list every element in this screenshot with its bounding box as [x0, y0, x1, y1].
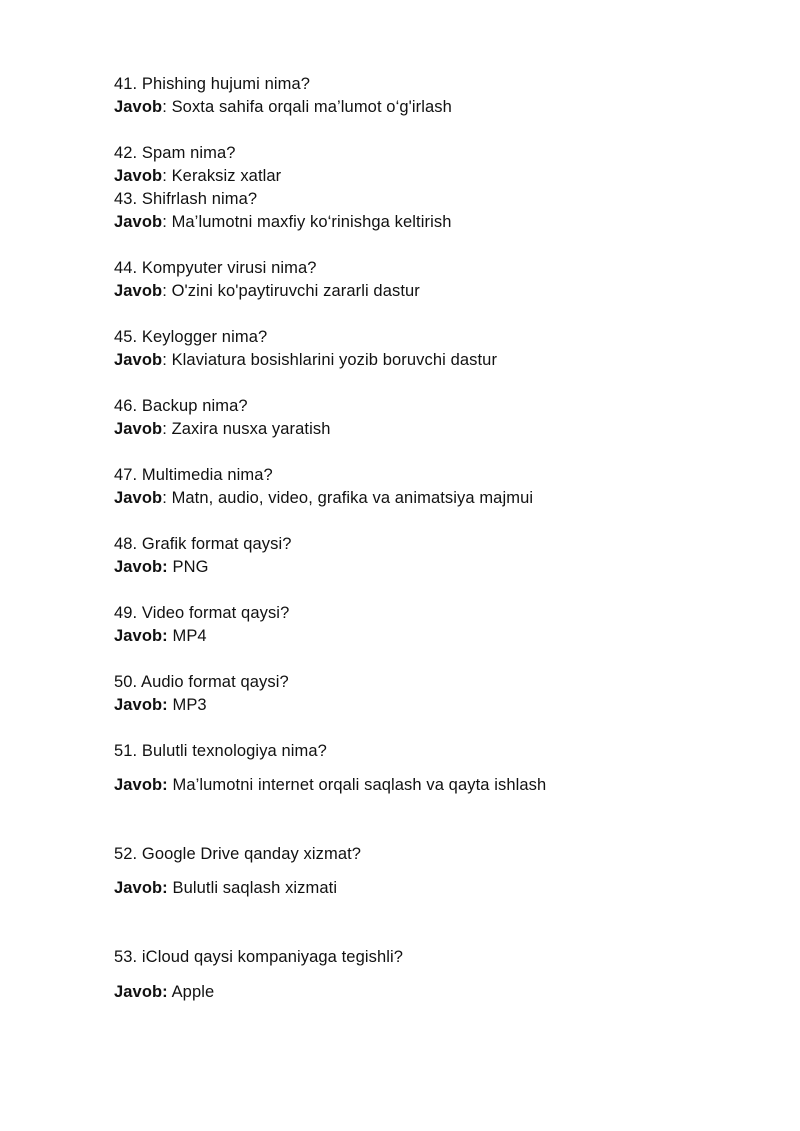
answer-text: Klaviatura bosishlarini yozib boruvchi dastur: [171, 351, 498, 369]
answer-separator: :: [162, 167, 172, 185]
question-42: 42. Spam nima?: [114, 144, 236, 162]
answer-label: Javob:: [114, 627, 168, 645]
question-50: 50. Audio format qaysi?: [114, 673, 289, 691]
answer-text: Zaxira nusxa yaratish: [171, 420, 331, 438]
answer-52: [114, 878, 337, 898]
answer-label: Javob:: [114, 558, 168, 576]
answer-label: Javob: [114, 167, 163, 185]
question-52: 52. Google Drive qanday xizmat?: [114, 845, 362, 863]
answer-text: PNG: [172, 558, 209, 576]
answer-separator: :: [162, 282, 172, 300]
answer-46: [114, 419, 330, 439]
question-45: 45. Keylogger nima?: [114, 328, 268, 346]
answer-51: [114, 775, 546, 795]
answer-text: O'zini ko'paytiruvchi zararli dastur: [171, 282, 420, 300]
question-51: 51. Bulutli texnologiya nima?: [114, 742, 327, 760]
answer-label: Javob:: [114, 983, 168, 1001]
answer-label: Javob: [114, 282, 163, 300]
question-44: 44. Kompyuter virusi nima?: [114, 259, 317, 277]
answer-separator: :: [162, 351, 172, 369]
question-47: 47. Multimedia nima?: [114, 466, 273, 484]
answer-45: [114, 350, 497, 370]
answer-42: [114, 166, 281, 186]
answer-text: Soxta sahifa orqali ma’lumot o‘g'irlash: [171, 98, 452, 116]
answer-text: Ma’lumotni maxfiy ko‘rinishga keltirish: [171, 213, 452, 231]
answer-label: Javob:: [114, 696, 168, 714]
answer-text: Bulutli saqlash xizmati: [172, 879, 338, 897]
answer-label: Javob: [114, 351, 163, 369]
answer-label: Javob:: [114, 776, 168, 794]
question-46: 46. Backup nima?: [114, 397, 248, 415]
answer-48: [114, 557, 209, 577]
answer-separator: :: [162, 420, 172, 438]
question-41: 41. Phishing hujumi nima?: [114, 75, 311, 93]
answer-label: Javob: [114, 98, 163, 116]
answer-text: Apple: [171, 983, 215, 1001]
answer-41: [114, 97, 452, 117]
answer-53: [114, 982, 214, 1002]
answer-separator: :: [162, 98, 172, 116]
answer-50: [114, 695, 207, 715]
answer-label: Javob: [114, 213, 163, 231]
answer-text: Keraksiz xatlar: [171, 167, 282, 185]
answer-text: Matn, audio, video, grafika va animatsiya majmui: [171, 489, 534, 507]
question-49: 49. Video format qaysi?: [114, 604, 290, 622]
answer-43: [114, 212, 451, 232]
answer-separator: :: [162, 213, 172, 231]
answer-text: Ma’lumotni internet orqali saqlash va qayta ishlash: [172, 776, 547, 794]
answer-text: MP3: [172, 696, 207, 714]
question-53: 53. iCloud qaysi kompaniyaga tegishli?: [114, 948, 404, 966]
answer-label: Javob: [114, 420, 163, 438]
answer-47: [114, 488, 533, 508]
question-43: 43. Shifrlash nima?: [114, 190, 258, 208]
question-48: 48. Grafik format qaysi?: [114, 535, 292, 553]
answer-label: Javob: [114, 489, 163, 507]
answer-49: [114, 626, 207, 646]
answer-text: MP4: [172, 627, 207, 645]
answer-separator: :: [162, 489, 172, 507]
answer-44: [114, 281, 420, 301]
answer-label: Javob:: [114, 879, 168, 897]
